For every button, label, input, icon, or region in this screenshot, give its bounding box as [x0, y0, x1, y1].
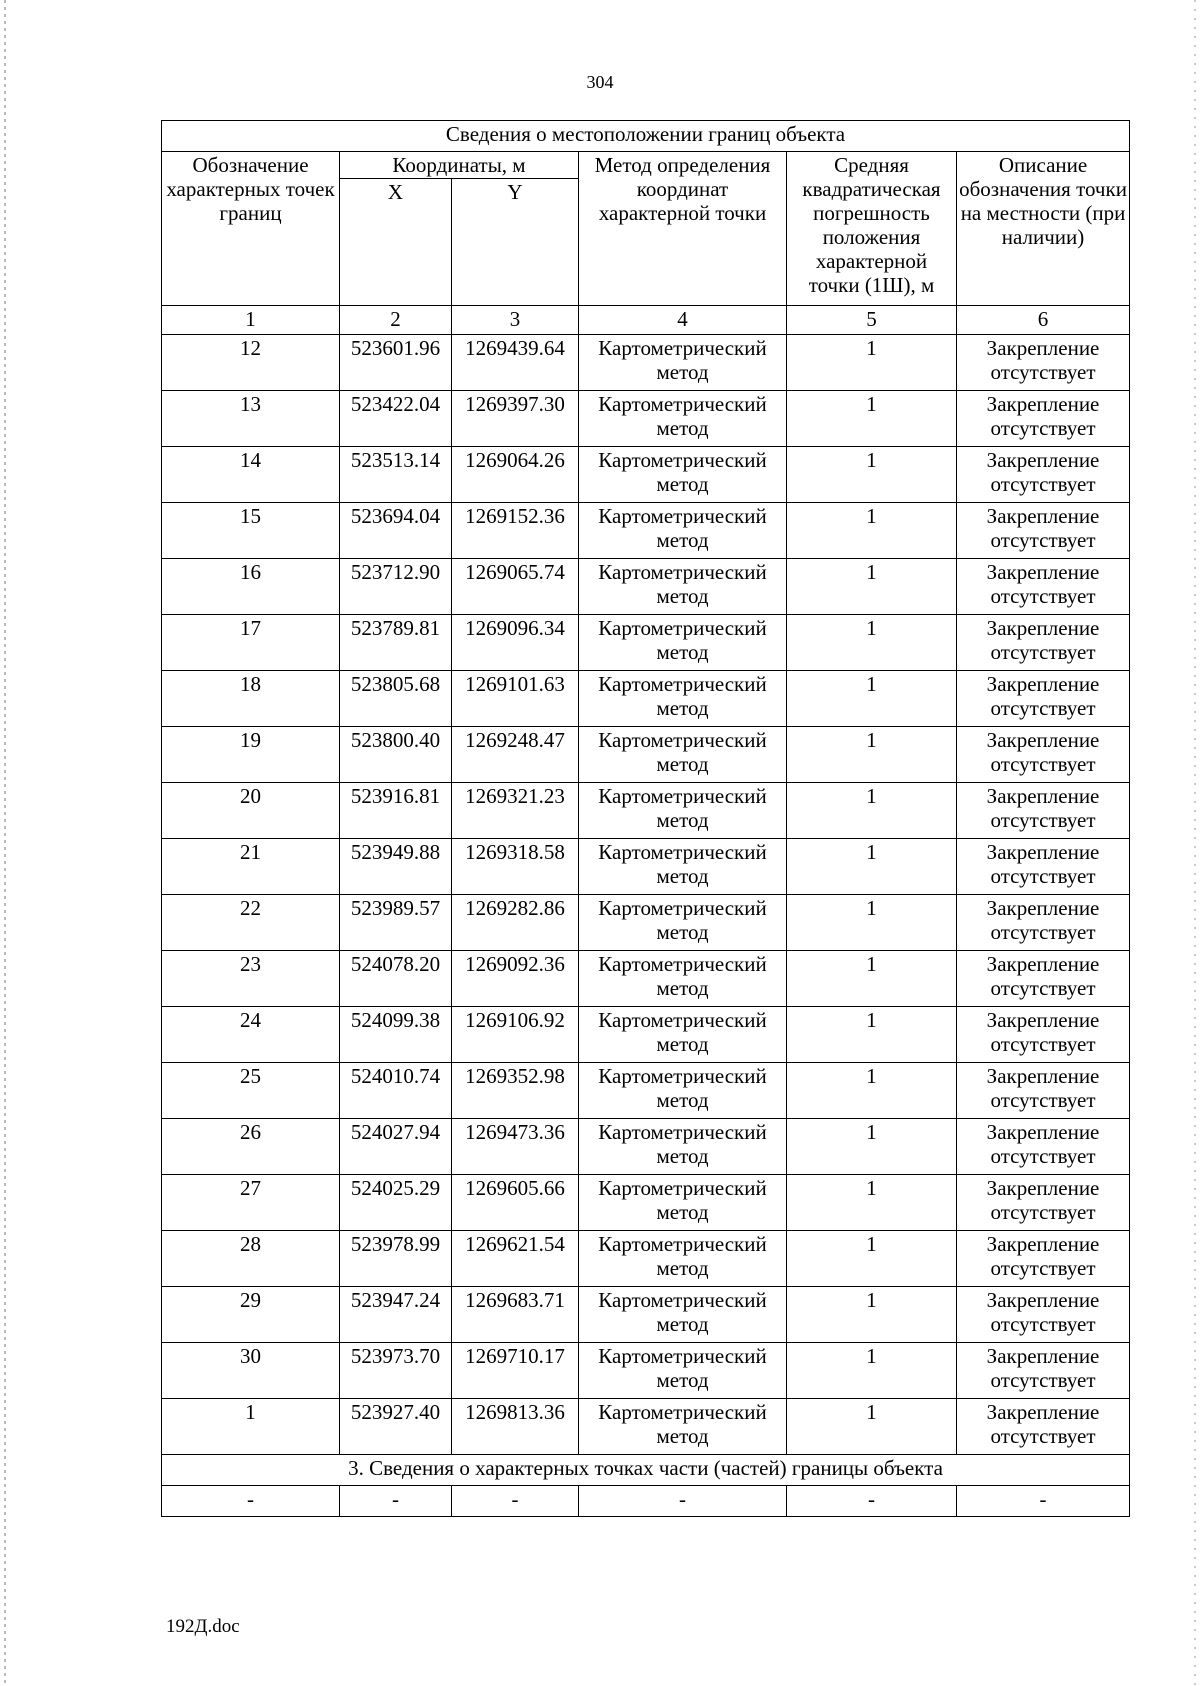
method-cell: Картометрический метод	[579, 559, 787, 615]
section3-row	[162, 1486, 1130, 1517]
description-cell: Закрепление отсутствует	[957, 447, 1130, 503]
y-cell: 1269096.34	[452, 615, 579, 671]
method-cell: Картометрический метод	[579, 1063, 787, 1119]
error-cell: 1	[787, 559, 957, 615]
description-cell: Закрепление отсутствует	[957, 391, 1130, 447]
error-cell: 1	[787, 1007, 957, 1063]
y-cell: 1269813.36	[452, 1399, 579, 1455]
error-cell: 1	[787, 783, 957, 839]
y-cell: 1269092.36	[452, 951, 579, 1007]
point-cell: 23	[162, 951, 340, 1007]
description-cell: Закрепление отсутствует	[957, 839, 1130, 895]
table-row	[162, 1343, 1130, 1399]
method-cell: Картометрический метод	[579, 727, 787, 783]
footer-filename: 192Д.doc	[166, 1616, 240, 1637]
table-row	[162, 1231, 1130, 1287]
dash-cell: -	[162, 1486, 340, 1517]
method-cell: Картометрический метод	[579, 1399, 787, 1455]
point-cell: 1	[162, 1399, 340, 1455]
y-cell: 1269683.71	[452, 1287, 579, 1343]
x-cell: 523916.81	[340, 783, 452, 839]
header-coordinates: Координаты, м	[340, 152, 579, 179]
error-cell: 1	[787, 447, 957, 503]
x-cell: 523601.96	[340, 335, 452, 391]
dash-cell: -	[787, 1486, 957, 1517]
header-x: X	[340, 179, 452, 306]
point-cell: 16	[162, 559, 340, 615]
x-cell: 524099.38	[340, 1007, 452, 1063]
table-row	[162, 1175, 1130, 1231]
method-cell: Картометрический метод	[579, 335, 787, 391]
y-cell: 1269152.36	[452, 503, 579, 559]
y-cell: 1269282.86	[452, 895, 579, 951]
point-cell: 13	[162, 391, 340, 447]
description-cell: Закрепление отсутствует	[957, 559, 1130, 615]
x-cell: 523989.57	[340, 895, 452, 951]
error-cell: 1	[787, 727, 957, 783]
x-cell: 523949.88	[340, 839, 452, 895]
x-cell: 523694.04	[340, 503, 452, 559]
table-row	[162, 727, 1130, 783]
error-cell: 1	[787, 1287, 957, 1343]
error-cell: 1	[787, 1119, 957, 1175]
table-row	[162, 1007, 1130, 1063]
y-cell: 1269710.17	[452, 1343, 579, 1399]
dash-cell: -	[957, 1486, 1130, 1517]
point-cell: 19	[162, 727, 340, 783]
description-cell: Закрепление отсутствует	[957, 727, 1130, 783]
table-row	[162, 839, 1130, 895]
method-cell: Картометрический метод	[579, 1175, 787, 1231]
header-error: Средняя квадратическая погрешность положения характерной точки (1Ш), м	[787, 152, 957, 306]
table-row	[162, 1119, 1130, 1175]
method-cell: Картометрический метод	[579, 503, 787, 559]
description-cell: Закрепление отсутствует	[957, 783, 1130, 839]
description-cell: Закрепление отсутствует	[957, 1399, 1130, 1455]
method-cell: Картометрический метод	[579, 951, 787, 1007]
method-cell: Картометрический метод	[579, 1287, 787, 1343]
error-cell: 1	[787, 391, 957, 447]
y-cell: 1269106.92	[452, 1007, 579, 1063]
dash-cell: -	[340, 1486, 452, 1517]
section3-title: 3. Сведения о характерных точках части (частей) границы объекта	[162, 1455, 1130, 1486]
description-cell: Закрепление отсутствует	[957, 1119, 1130, 1175]
y-cell: 1269248.47	[452, 727, 579, 783]
y-cell: 1269621.54	[452, 1231, 579, 1287]
error-cell: 1	[787, 1231, 957, 1287]
header-y: Y	[452, 179, 579, 306]
y-cell: 1269065.74	[452, 559, 579, 615]
method-cell: Картометрический метод	[579, 447, 787, 503]
table-row	[162, 447, 1130, 503]
x-cell: 523927.40	[340, 1399, 452, 1455]
y-cell: 1269397.30	[452, 391, 579, 447]
boundary-table	[161, 120, 1130, 1517]
x-cell: 523978.99	[340, 1231, 452, 1287]
column-number: 4	[579, 306, 787, 335]
description-cell: Закрепление отсутствует	[957, 503, 1130, 559]
point-cell: 27	[162, 1175, 340, 1231]
point-cell: 24	[162, 1007, 340, 1063]
x-cell: 524027.94	[340, 1119, 452, 1175]
table-row	[162, 783, 1130, 839]
point-cell: 21	[162, 839, 340, 895]
description-cell: Закрепление отсутствует	[957, 335, 1130, 391]
x-cell: 523800.40	[340, 727, 452, 783]
point-cell: 30	[162, 1343, 340, 1399]
error-cell: 1	[787, 615, 957, 671]
error-cell: 1	[787, 1343, 957, 1399]
error-cell: 1	[787, 1399, 957, 1455]
x-cell: 523973.70	[340, 1343, 452, 1399]
method-cell: Картометрический метод	[579, 895, 787, 951]
x-cell: 523789.81	[340, 615, 452, 671]
table-row	[162, 335, 1130, 391]
y-cell: 1269101.63	[452, 671, 579, 727]
table-body	[162, 335, 1130, 1455]
dash-cell: -	[452, 1486, 579, 1517]
table-row	[162, 391, 1130, 447]
point-cell: 12	[162, 335, 340, 391]
y-cell: 1269318.58	[452, 839, 579, 895]
x-cell: 523805.68	[340, 671, 452, 727]
table-row	[162, 951, 1130, 1007]
x-cell: 524025.29	[340, 1175, 452, 1231]
description-cell: Закрепление отсутствует	[957, 951, 1130, 1007]
column-number: 5	[787, 306, 957, 335]
point-cell: 25	[162, 1063, 340, 1119]
y-cell: 1269473.36	[452, 1119, 579, 1175]
description-cell: Закрепление отсутствует	[957, 1287, 1130, 1343]
x-cell: 523422.04	[340, 391, 452, 447]
description-cell: Закрепление отсутствует	[957, 671, 1130, 727]
column-number: 3	[452, 306, 579, 335]
error-cell: 1	[787, 503, 957, 559]
y-cell: 1269352.98	[452, 1063, 579, 1119]
column-number: 6	[957, 306, 1130, 335]
point-cell: 17	[162, 615, 340, 671]
method-cell: Картометрический метод	[579, 391, 787, 447]
scan-edge-right	[1194, 0, 1196, 1686]
method-cell: Картометрический метод	[579, 615, 787, 671]
x-cell: 524010.74	[340, 1063, 452, 1119]
x-cell: 523513.14	[340, 447, 452, 503]
page-number: 304	[586, 72, 614, 92]
description-cell: Закрепление отсутствует	[957, 1175, 1130, 1231]
description-cell: Закрепление отсутствует	[957, 1231, 1130, 1287]
error-cell: 1	[787, 839, 957, 895]
point-cell: 14	[162, 447, 340, 503]
point-cell: 28	[162, 1231, 340, 1287]
method-cell: Картометрический метод	[579, 1007, 787, 1063]
y-cell: 1269064.26	[452, 447, 579, 503]
header-description: Описание обозначения точки на местности (при наличии)	[957, 152, 1130, 306]
table-row	[162, 1287, 1130, 1343]
table-row	[162, 1063, 1130, 1119]
description-cell: Закрепление отсутствует	[957, 895, 1130, 951]
table-row	[162, 671, 1130, 727]
description-cell: Закрепление отсутствует	[957, 1343, 1130, 1399]
method-cell: Картометрический метод	[579, 1343, 787, 1399]
error-cell: 1	[787, 1063, 957, 1119]
description-cell: Закрепление отсутствует	[957, 1007, 1130, 1063]
point-cell: 20	[162, 783, 340, 839]
table-row	[162, 503, 1130, 559]
error-cell: 1	[787, 1175, 957, 1231]
y-cell: 1269321.23	[452, 783, 579, 839]
table-title: Сведения о местоположении границ объекта	[162, 121, 1130, 152]
method-cell: Картометрический метод	[579, 1231, 787, 1287]
point-cell: 18	[162, 671, 340, 727]
scan-edge-left	[4, 0, 6, 1686]
header-method: Метод определения координат характерной точки	[579, 152, 787, 306]
y-cell: 1269605.66	[452, 1175, 579, 1231]
method-cell: Картометрический метод	[579, 839, 787, 895]
point-cell: 26	[162, 1119, 340, 1175]
table-row	[162, 559, 1130, 615]
point-cell: 22	[162, 895, 340, 951]
table-row	[162, 1399, 1130, 1455]
error-cell: 1	[787, 335, 957, 391]
method-cell: Картометрический метод	[579, 1119, 787, 1175]
table-row	[162, 615, 1130, 671]
x-cell: 523712.90	[340, 559, 452, 615]
point-cell: 29	[162, 1287, 340, 1343]
error-cell: 1	[787, 671, 957, 727]
table-row	[162, 895, 1130, 951]
error-cell: 1	[787, 951, 957, 1007]
column-number: 2	[340, 306, 452, 335]
error-cell: 1	[787, 895, 957, 951]
dash-cell: -	[579, 1486, 787, 1517]
header-designation: Обозначение характерных точек границ	[162, 152, 340, 306]
column-numbers-row	[162, 306, 1130, 335]
x-cell: 523947.24	[340, 1287, 452, 1343]
column-number: 1	[162, 306, 340, 335]
method-cell: Картометрический метод	[579, 671, 787, 727]
description-cell: Закрепление отсутствует	[957, 615, 1130, 671]
method-cell: Картометрический метод	[579, 783, 787, 839]
y-cell: 1269439.64	[452, 335, 579, 391]
description-cell: Закрепление отсутствует	[957, 1063, 1130, 1119]
x-cell: 524078.20	[340, 951, 452, 1007]
point-cell: 15	[162, 503, 340, 559]
